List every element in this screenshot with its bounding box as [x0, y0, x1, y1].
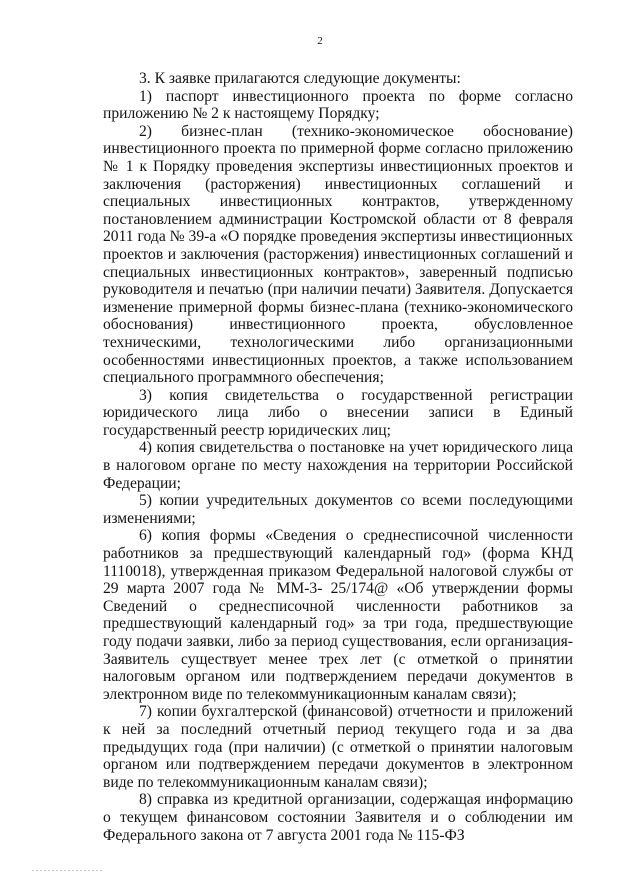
page-number: 2 — [317, 35, 323, 47]
paragraph-item-2: 2) бизнес-план (технико-экономическое обоснование) инвестиционного проекта по примерной форме согласно приложению № 1 к Порядку проведения экспертизы инвестиционных проектов и заключения (расторжения) инвестиционных соглашений и специальных инвестиционных контрактов, утвержденному постановлением администрации Костромской области от 8 февраля 2011 года № 39-а «О порядке проведения экспертизы инвестиционных проектов и заключения (расторжения) инвестиционных соглашений и специальных инвестиционных контрактов», заверенный подписью руководителя и печатью (при наличии печати) Заявителя. Допускается изменение примерной формы бизнес-плана (технико-экономического обоснования) инвестиционного проекта, обусловленное техническими, технологическими либо организационными особенностями инвестиционных проектов, а также использованием специального программного обеспечения; — [103, 122, 573, 387]
paragraph-item-4: 4) копия свидетельства о постановке на учет юридического лица в налоговом органе по месту нахождения на территории Российской Федерации; — [103, 439, 573, 492]
scan-artifact-line — [32, 870, 102, 871]
paragraph-item-7: 7) копии бухгалтерской (финансовой) отчетности и приложений к ней за последний отчетный период текущего года и за два предыдущих года (при наличии) (с отметкой о принятии налоговым органом или подтверждением передачи документов в электронном виде по телекоммуникационным каналам связи); — [103, 703, 573, 791]
document-body — [103, 70, 573, 844]
paragraph-intro: 3. К заявке прилагаются следующие документы: — [139, 70, 461, 87]
paragraph-item-6: 6) копия формы «Сведения о среднесписочной численности работников за предшествующий календарный год» (форма КНД 1110018), утвержденная приказом Федеральной налоговой службы от 29 марта 2007 года № ММ-3- 25/174@ «Об утверждении формы Сведений о среднесписочной численности работников за предшествующий календарный год» за три года, предшествующие году подачи заявки, либо за период существования, если организация-Заявитель существует менее трех лет (с отметкой о принятии налоговым органом или подтверждением передачи документов в электронном виде по телекоммуникационным каналам связи); — [103, 527, 573, 703]
paragraph-item-5: 5) копии учредительных документов со всеми последующими изменениями; — [103, 492, 573, 527]
paragraph-item-3: 3) копия свидетельства о государственной регистрации юридического лица либо о внесении записи в Единый государственный реестр юридических лиц; — [103, 386, 573, 439]
paragraph-item-1: 1) паспорт инвестиционного проекта по форме согласно приложению № 2 к настоящему Порядку; — [103, 87, 573, 123]
paragraph-item-8: 8) справка из кредитной организации, содержащая информацию о текущем финансовом состоянии Заявителя и о соблюдении им Федерального закона от 7 августа 2001 года № 115-ФЗ — [103, 791, 573, 844]
